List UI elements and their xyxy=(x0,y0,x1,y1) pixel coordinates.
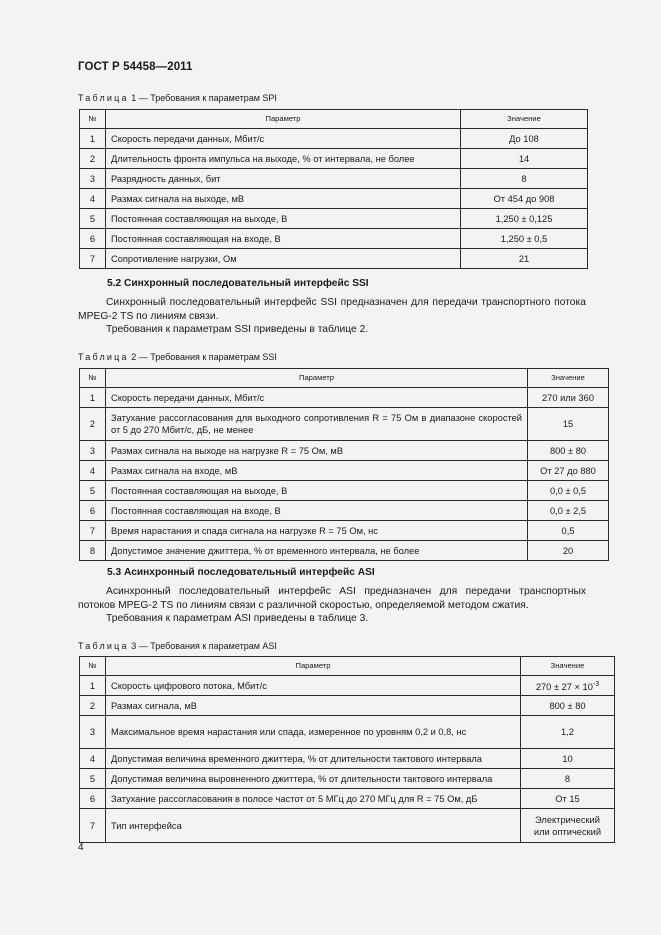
caption-text: 2 — Требования к параметрам SSI xyxy=(131,352,277,362)
row-value: 800 ± 80 xyxy=(528,441,609,461)
col-param-header: Параметр xyxy=(106,369,528,388)
row-param: Тип интерфейса xyxy=(106,809,521,843)
row-param: Время нарастания и спада сигнала на нагрузке R = 75 Ом, нс xyxy=(106,521,528,541)
caption-word: Таблица xyxy=(78,93,129,103)
row-param: Размах сигнала на выходе, мВ xyxy=(106,189,461,209)
row-num: 6 xyxy=(80,501,106,521)
row-param: Сопротивление нагрузки, Ом xyxy=(106,249,461,269)
table-row xyxy=(80,388,609,408)
row-value: 20 xyxy=(528,541,609,561)
row-num: 6 xyxy=(80,789,106,809)
paragraph: Требования к параметрам SSI приведены в таблице 2. xyxy=(106,324,369,335)
row-value: 270 или 360 xyxy=(528,388,609,408)
row-value: От 454 до 908 xyxy=(461,189,588,209)
row-param: Максимальное время нарастания или спада, измеренное по уровням 0,2 и 0,8, нс xyxy=(106,716,521,749)
row-num: 5 xyxy=(80,481,106,501)
row-num: 8 xyxy=(80,541,106,561)
table-row xyxy=(80,481,609,501)
document-header: ГОСТ Р 54458—2011 xyxy=(78,61,193,73)
row-param: Постоянная составляющая на входе, В xyxy=(106,229,461,249)
table-header-row xyxy=(80,110,588,129)
row-num: 4 xyxy=(80,461,106,481)
row-param: Скорость передачи данных, Мбит/с xyxy=(106,388,528,408)
table-header-row xyxy=(80,369,609,388)
table3 xyxy=(79,656,615,843)
row-num: 6 xyxy=(80,229,106,249)
table-row xyxy=(80,769,615,789)
row-num: 1 xyxy=(80,388,106,408)
row-param: Допустимое значение джиттера, % от временного интервала, не более xyxy=(106,541,528,561)
row-param: Скорость передачи данных, Мбит/с xyxy=(106,129,461,149)
table-row xyxy=(80,809,615,843)
row-param: Разрядность данных, бит xyxy=(106,169,461,189)
row-value: От 27 до 880 xyxy=(528,461,609,481)
row-param: Затухание рассогласования в полосе частот от 5 МГц до 270 МГц для R = 75 Ом, дБ xyxy=(106,789,521,809)
row-value xyxy=(521,676,615,696)
table-row xyxy=(80,189,588,209)
row-value: 8 xyxy=(461,169,588,189)
row-num: 7 xyxy=(80,809,106,843)
row-num: 2 xyxy=(80,408,106,441)
row-value: 0,5 xyxy=(528,521,609,541)
section-heading-5-3: 5.3 Асинхронный последовательный интерфейс ASI xyxy=(107,567,375,578)
table-row xyxy=(80,129,588,149)
row-value: 15 xyxy=(528,408,609,441)
row-value: 0,0 ± 0,5 xyxy=(528,481,609,501)
row-param: Допустимая величина временного джиттера, % от длительности тактового интервала xyxy=(106,749,521,769)
col-num-header: № xyxy=(80,369,106,388)
col-value-header: Значение xyxy=(461,110,588,129)
table-row xyxy=(80,408,609,441)
row-param: Длительность фронта импульса на выходе, % от интервала, не более xyxy=(106,149,461,169)
table-row xyxy=(80,696,615,716)
caption-text: 3 — Требования к параметрам ASI xyxy=(131,641,277,651)
table-row xyxy=(80,541,609,561)
table-header-row xyxy=(80,657,615,676)
section-5-2-text xyxy=(78,296,586,337)
col-value-header: Значение xyxy=(521,657,615,676)
table-row xyxy=(80,209,588,229)
page-number: 4 xyxy=(78,842,84,853)
row-num: 7 xyxy=(80,521,106,541)
col-value-header: Значение xyxy=(528,369,609,388)
row-num: 3 xyxy=(80,716,106,749)
table1 xyxy=(79,109,588,269)
paragraph: Синхронный последовательный интерфейс SSI предназначен для передачи транспортного потока MPEG-2 TS по линиям связи. xyxy=(78,297,586,322)
row-num: 1 xyxy=(80,676,106,696)
row-param: Постоянная составляющая на входе, В xyxy=(106,501,528,521)
row-value: Электрический или оптический xyxy=(521,809,615,843)
paragraph: Асинхронный последовательный интерфейс ASI предназначен для передачи транспортных потоков MPEG-2 TS по линиям связи с различной скоростью, определяемой методом сжатия. xyxy=(78,586,586,611)
table-row xyxy=(80,229,588,249)
table-row xyxy=(80,249,588,269)
table-row xyxy=(80,749,615,769)
row-num: 7 xyxy=(80,249,106,269)
table-row xyxy=(80,716,615,749)
row-value: 1,250 ± 0,5 xyxy=(461,229,588,249)
row-value: 8 xyxy=(521,769,615,789)
row-value: 0,0 ± 2,5 xyxy=(528,501,609,521)
col-num-header: № xyxy=(80,657,106,676)
row-num: 2 xyxy=(80,149,106,169)
section-5-3-text xyxy=(78,585,586,626)
row-param: Допустимая величина выровненного джиттера, % от длительности тактового интервала xyxy=(106,769,521,789)
row-param: Размах сигнала на выходе на нагрузке R = 75 Ом, мВ xyxy=(106,441,528,461)
row-value: До 108 xyxy=(461,129,588,149)
table2 xyxy=(79,368,609,561)
row-value: 14 xyxy=(461,149,588,169)
row-num: 3 xyxy=(80,169,106,189)
row-num: 2 xyxy=(80,696,106,716)
row-value: 21 xyxy=(461,249,588,269)
row-num: 5 xyxy=(80,769,106,789)
row-param: Затухание рассогласования для выходного сопротивления R = 75 Ом в диапазоне скоростей от 5 до 270 Мбит/с, дБ, не менее xyxy=(106,408,528,441)
row-num: 4 xyxy=(80,749,106,769)
table-row xyxy=(80,169,588,189)
row-value: От 15 xyxy=(521,789,615,809)
caption-text: 1 — Требования к параметрам SPI xyxy=(131,93,277,103)
row-num: 1 xyxy=(80,129,106,149)
row-param: Постоянная составляющая на выходе, В xyxy=(106,209,461,229)
table2-caption xyxy=(78,352,277,362)
section-heading-5-2: 5.2 Синхронный последовательный интерфейс SSI xyxy=(107,278,369,289)
table1-caption xyxy=(78,93,277,103)
caption-word: Таблица xyxy=(78,641,129,651)
row-value: 800 ± 80 xyxy=(521,696,615,716)
row-num: 4 xyxy=(80,189,106,209)
table-row xyxy=(80,501,609,521)
table-row xyxy=(80,676,615,696)
row-param: Скорость цифрового потока, Мбит/с xyxy=(106,676,521,696)
table-row xyxy=(80,521,609,541)
col-param-header: Параметр xyxy=(106,110,461,129)
table-row xyxy=(80,149,588,169)
paragraph: Требования к параметрам ASI приведены в таблице 3. xyxy=(106,613,369,624)
value-main: 270 ± 27 × 10 xyxy=(535,681,593,692)
table-row xyxy=(80,789,615,809)
caption-word: Таблица xyxy=(78,352,129,362)
row-param: Постоянная составляющая на выходе, В xyxy=(106,481,528,501)
row-param: Размах сигнала на входе, мВ xyxy=(106,461,528,481)
row-param: Размах сигнала, мВ xyxy=(106,696,521,716)
row-num: 3 xyxy=(80,441,106,461)
table3-caption xyxy=(78,641,277,651)
row-num: 5 xyxy=(80,209,106,229)
value-exponent: -3 xyxy=(592,680,600,688)
table-row xyxy=(80,461,609,481)
col-num-header: № xyxy=(80,110,106,129)
table-row xyxy=(80,441,609,461)
col-param-header: Параметр xyxy=(106,657,521,676)
row-value: 1,250 ± 0,125 xyxy=(461,209,588,229)
row-value: 1,2 xyxy=(521,716,615,749)
row-value: 10 xyxy=(521,749,615,769)
